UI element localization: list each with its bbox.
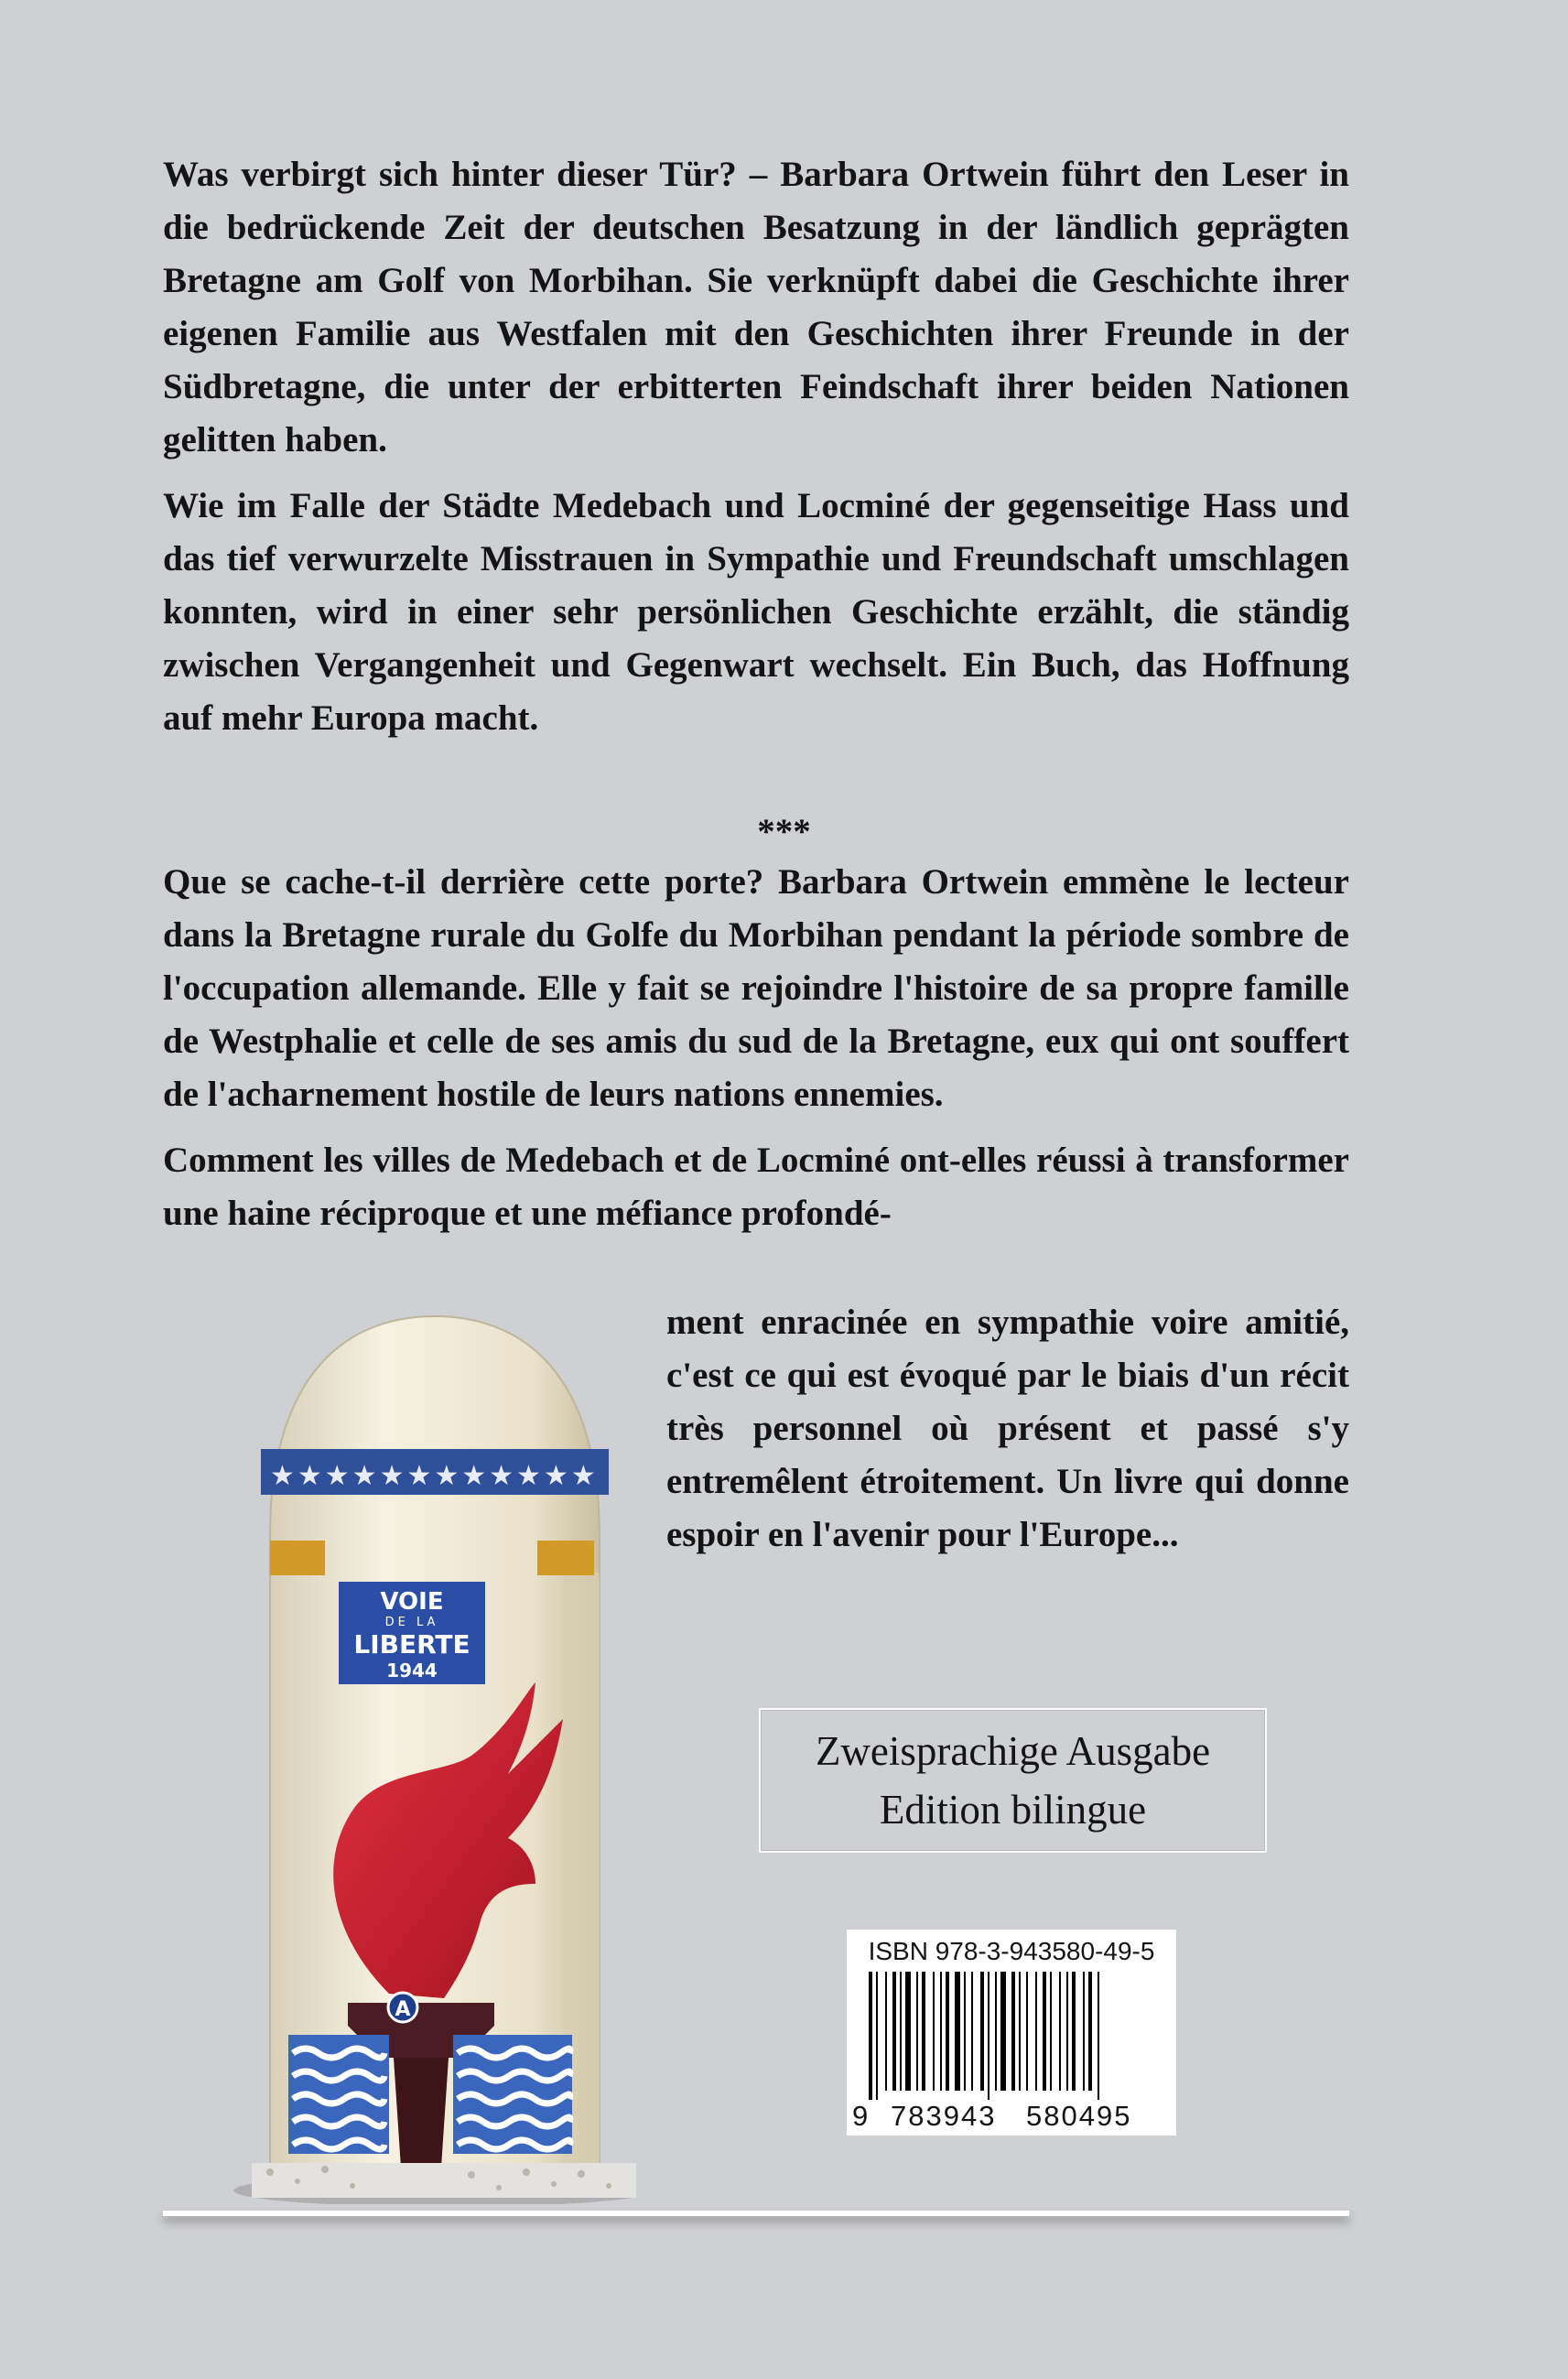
bottom-rule [163,2211,1349,2216]
german-paragraph-2: Wie im Falle der Städte Medebach und Locminé der gegenseitige Hass und das tief verwurzelte Misstrauen in Sympathie und Freundschaft umschlagen konnten, wird in einer sehr persönlichen Geschichte erzählt, die ständig zwischen Vergangenheit und Gegenwart wechselt. Ein Buch, das Hoffnung auf mehr Europa macht. [163,486,1349,738]
french-paragraph-2: Comment les villes de Medebach et de Locminé ont-elles réussi à transformer une haine réciproque et une méfiance profondé- [163,1141,1349,1233]
torch-emblem: A [395,1998,411,2021]
barcode-bar [869,1972,872,2100]
plaque-line-1: VOIE [380,1588,444,1616]
barcode-bar [964,1972,966,2091]
barcode-bar [1000,1972,1006,2091]
german-paragraph-1: Was verbirgt sich hinter dieser Tür? – Barbara Ortwein führt den Leser in die bedrückende Zeit der deutschen Besatzung in der ländlich geprägten Bretagne am Golf von Morbihan. Sie verknüpft dabei die Geschichte ihrer eigenen Familie aus Westfalen mit den Geschichten ihrer Freunde in der Südbretagne, die unter der erbitterten Feindschaft ihrer beiden Nationen gelitten haben. [163,155,1349,460]
plaque-line-2: DE LA [384,1616,439,1629]
barcode-bar [980,1972,984,2091]
barcode-bar [1098,1972,1099,2100]
waves-left [288,2035,389,2154]
barcode-bar [1088,1972,1092,2091]
barcode-bar [1072,1972,1076,2091]
german-blurb [163,148,1349,758]
edition-line-german: Zweisprachige Ausgabe [815,1728,1211,1774]
barcode-bar [1043,1972,1046,2091]
plaque-line-3: LIBERTE [353,1629,470,1660]
isbn-barcode [847,1930,1176,2136]
barcode-bar [1066,1972,1068,2091]
barcode-bar [1026,1972,1028,2091]
barcode-bar [946,1972,949,2091]
barcode-bar [955,1972,960,2091]
barcode-bar [905,1972,911,2091]
barcode-bar [940,1972,942,2091]
star-band-stars [270,1460,599,1492]
barcode-bar [1035,1972,1037,2091]
barcode-bar [1059,1972,1061,2091]
isbn-label: ISBN 978-3-943580-49-5 [868,1937,1155,1965]
barcode-bar [922,1972,925,2091]
french-paragraph-2-continued: ment enracinée en sympathie voire amitié, c'est ce qui est évoqué par le biais d'un récit très personnel où présent et passé s'y entremêlent étroitement. Un livre qui donne espoir en l'avenir pour l'Europe... [666,1303,1349,1554]
barcode-digits-right: 580495 [1026,2100,1132,2132]
barcode-bar [1050,1972,1052,2091]
barcode-bars [865,1972,1158,2100]
barcode-bar [971,1972,973,2091]
french-blurb [163,856,1349,1240]
barcode-bar [885,1972,887,2091]
barcode-bar [1011,1972,1015,2091]
barcode-digits-left: 783943 [891,2100,997,2132]
barcode-bar [892,1972,896,2091]
gravel-base [252,2163,636,2198]
edition-line-french: Edition bilingue [879,1787,1147,1833]
barcode-digit-first: 9 [852,2100,871,2132]
barcode-bar [876,1972,878,2100]
barcode-bar [988,1972,989,2100]
section-separator: *** [757,812,811,851]
plaque-year: 1944 [386,1660,438,1682]
barcode-bar [933,1972,935,2091]
barcode-bar [1083,1972,1085,2091]
waves-right [453,2035,572,2154]
barcode-bar [1019,1972,1021,2091]
liberty-road-milestone-image [233,1298,636,2204]
barcode-bar [916,1972,918,2091]
barcode-bar [995,1972,997,2091]
barcode-bar [900,1972,902,2091]
edition-box [759,1708,1267,1853]
french-paragraph-1: Que se cache-t-il derrière cette porte? Barbara Ortwein emmène le lecteur dans la Bretagne rurale du Golfe du Morbihan pendant la période sombre de l'occupation allemande. Elle y fait se rejoindre l'histoire de sa propre famille de Westphalie et celle de ses amis du sud de la Bretagne, eux qui ont souffert de l'acharnement hostile de leurs nations ennemies. [163,862,1349,1114]
svg-text:★★★★★★★★★★★★: ★★★★★★★★★★★★ [270,1460,599,1492]
